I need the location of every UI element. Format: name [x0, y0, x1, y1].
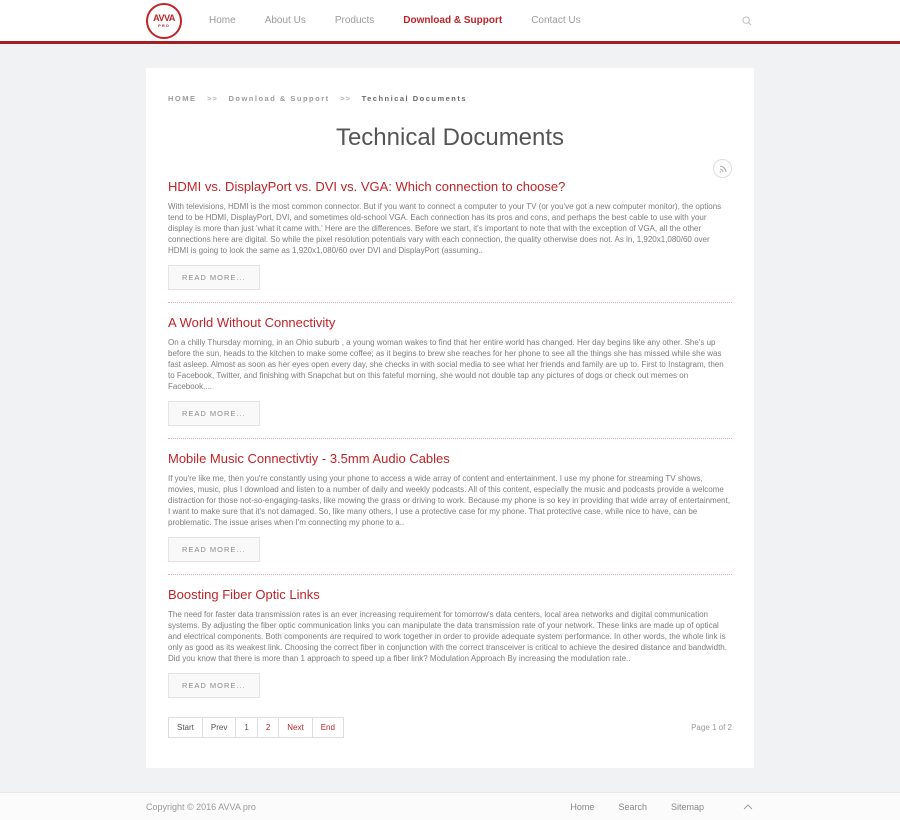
article-excerpt: With televisions, HDMI is the most common connector. But if you want to connect a computer to your TV (or you've got a new computer monitor), the options tend to be HDMI, DisplayPort, DVI, and sometimes old-school VGA. Each connection has its pros and cons, and perhaps the best cable to use with your display is more than just 'what it came with.' Here are the differences. Before we start, it's important to note that with the exception of VGA, all the other connections here are digital. So while the pixel resolution potentials vary with each connection, the quality otherwise does not. As in, 1,920x1,080/60 over HDMI is going to look the same as 1,920x1,080/60 over DVI and DisplayPort (assuming..	[168, 202, 722, 255]
pagination-page-2[interactable]: 2	[257, 717, 279, 738]
article-divider	[168, 302, 732, 303]
article-title[interactable]: A World Without Connectivity	[168, 315, 336, 330]
pagination	[168, 717, 344, 738]
nav-item-download-support[interactable]: Download & Support	[403, 15, 503, 26]
article-title[interactable]: Mobile Music Connectivtiy - 3.5mm Audio Cables	[168, 451, 450, 466]
article-excerpt: The need for faster data transmission rates is an ever increasing requirement for tomorrow's data centers, local area networks and digital communication systems. By adjusting the fiber optic communication links you can manipulate the data transmission rate of your network. These links are made up of optical and electrical components. Both components are required to work together in order to provide adequate system performance. In other words, the whole link is only as good as its weakest link. Choosing the correct fiber in conjunction with the correct transceiver is critical to achieve the desired distance and bandwidth. Did you know that there is more than 1 approach to speed up a fiber link? Modulation Approach By increasing the modulation rate..	[168, 610, 727, 663]
breadcrumb	[168, 94, 732, 103]
site-footer	[0, 792, 900, 820]
pagination-prev[interactable]: Prev	[202, 717, 236, 738]
footer-link-search[interactable]: Search	[618, 801, 647, 812]
pagination-row	[168, 717, 732, 738]
nav-item-contact-us[interactable]: Contact Us	[531, 15, 581, 26]
brand-sub: PRO	[158, 22, 170, 28]
breadcrumb-home[interactable]: HOME	[168, 94, 197, 103]
search-icon[interactable]	[740, 14, 754, 28]
pagination-start[interactable]: Start	[168, 717, 203, 738]
article-excerpt: On a chilly Thursday morning, in an Ohio suburb , a young woman wakes to find that her entire world has changed. Her day begins like any other. She's up before the sun, heads to the kitchen to make some coffee; as it begins to brew she reaches for her phone to see all the things she has missed while she was fast asleep. Almost as soon as her eyes open every day, she checks in with social media to see what her friends and family are up to. First to Instagram, then to Facebook, Twitter, and finishing with Snapchat but on this fateful morning, she would not double tap any pictures of dogs or check out memes on Facebook....	[168, 338, 724, 391]
site-header	[0, 0, 900, 44]
copyright: Copyright © 2016 AVVA pro	[146, 801, 256, 812]
content-card	[146, 68, 754, 768]
article-divider	[168, 438, 732, 439]
footer-link-sitemap[interactable]: Sitemap	[670, 801, 704, 812]
article	[168, 451, 732, 562]
nav-item-about-us[interactable]: About Us	[264, 15, 306, 26]
rss-feed-icon[interactable]	[713, 159, 732, 178]
breadcrumb-download-support[interactable]: Download & Support	[228, 94, 330, 103]
chevron-up-icon[interactable]	[742, 802, 754, 811]
breadcrumb-separator: >>	[207, 94, 218, 103]
page-title: Technical Documents	[335, 124, 565, 151]
nav-item-home[interactable]: Home	[209, 15, 236, 26]
main-content	[0, 68, 900, 768]
breadcrumb-current: Technical Documents	[361, 94, 468, 103]
article	[168, 587, 732, 698]
article	[168, 179, 732, 290]
article-excerpt: If you're like me, then you're constantly using your phone to access a wide array of content and entertainment. I use my phone for streaming TV shows, movies, music, plus I download and listen to a number of daily and weekly podcasts. All of this content, especially the music and podcasts provide a welcome distraction for those not-so-engaging-tasks, like mowing the grass or driving to work. Because my phone is so key in providing that wide array of entertainment, I want to make sure that it's not damaged. So, like many others, I use a protective case for my phone. That protective case, while nice to have, can be problematic. The issue arises when I'm connecting my phone to a..	[168, 474, 731, 527]
rss-row	[168, 159, 732, 179]
breadcrumb-separator: >>	[340, 94, 351, 103]
brand-name: AVVA	[153, 12, 175, 23]
brand-logo[interactable]	[146, 3, 182, 39]
read-more-button[interactable]: READ MORE...	[168, 265, 260, 290]
read-more-button[interactable]: READ MORE...	[168, 401, 260, 426]
read-more-button[interactable]: READ MORE...	[168, 673, 260, 698]
read-more-button[interactable]: READ MORE...	[168, 537, 260, 562]
pagination-next[interactable]: Next	[278, 717, 312, 738]
page-summary: Page 1 of 2	[691, 723, 732, 732]
pagination-page-1-current: 1	[235, 717, 257, 738]
nav-item-products[interactable]: Products	[334, 15, 375, 26]
footer-link-home[interactable]: Home	[570, 801, 595, 812]
pagination-end[interactable]: End	[312, 717, 344, 738]
footer-links	[570, 802, 754, 812]
article	[168, 315, 732, 426]
article-title[interactable]: HDMI vs. DisplayPort vs. DVI vs. VGA: Which connection to choose?	[168, 179, 566, 194]
article-divider	[168, 574, 732, 575]
main-nav	[209, 15, 581, 26]
article-title[interactable]: Boosting Fiber Optic Links	[168, 587, 320, 602]
